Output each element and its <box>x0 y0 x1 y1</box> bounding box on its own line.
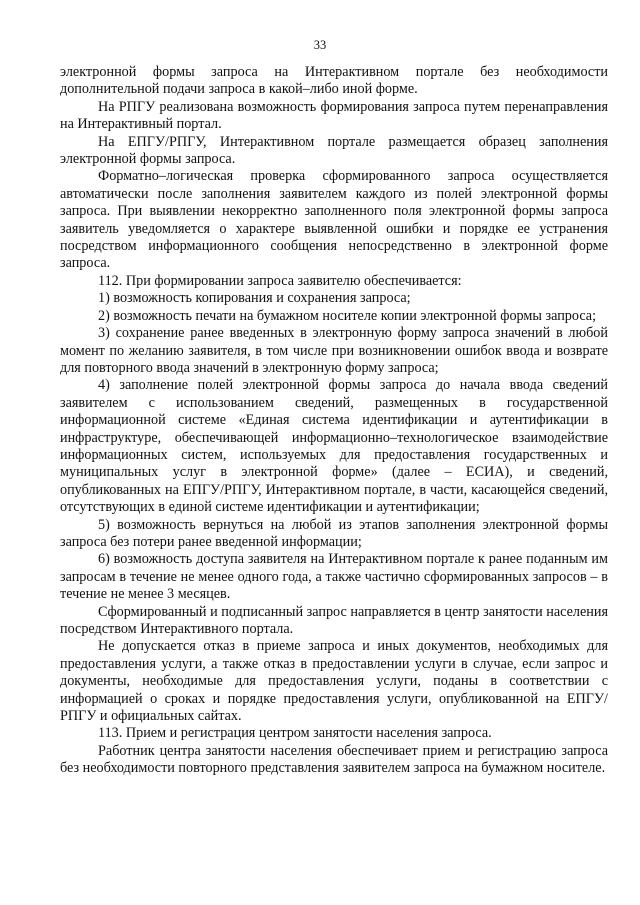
list-item-4: 4) заполнение полей электронной формы запроса до начала ввода сведений заявителем с использованием сведений, размещенных в государственной информационной системе «Единая система идентификации и аутентификации в инфраструктуре, обеспечивающей информационно–технологическое взаимодействие информационных систем, используемых для предоставления государственных и муниципальных услуг в электронной форме» (далее – ЕСИА), и сведений, опубликованных на ЕПГУ/РПГУ, Интерактивном портале, в части, касающейся сведений, отсутствующих в единой системе идентификации и аутентификации; <box>60 377 608 516</box>
paragraph-no-refusal: Не допускается отказ в приеме запроса и иных документов, необходимых для предоставления услуги, а также отказ в предоставлении услуги в случае, если запрос и документы, необходимые для предоставления услуги, поданы в соответствии с информацией о сроках и порядке предоставления услуги, опубликованной на ЕПГУ/РПГУ и официальных сайтах. <box>60 638 608 725</box>
paragraph-item-113: 113. Прием и регистрация центром занятости населения запроса. <box>98 725 492 742</box>
paragraph-submission: Сформированный и подписанный запрос направляется в центр занятости населения посредством Интерактивного портала. <box>60 603 608 637</box>
paragraph-rpgu-redirect: На РПГУ реализована возможность формирования запроса путем перенаправления на Интерактивный портал. <box>60 98 608 133</box>
paragraph-continuation: электронной формы запроса на Интерактивном портале без необходимости дополнительной подачи запроса в какой–либо иной форме. <box>60 64 608 98</box>
list-item-2: 2) возможность печати на бумажном носителе копии электронной формы запроса; <box>98 307 597 324</box>
list-item-5: 5) возможность вернуться на любой из этапов заполнения электронной формы запроса без потери ранее введенной информации; <box>60 516 608 550</box>
paragraph-registration: Работник центра занятости населения обеспечивает прием и регистрацию запроса без необходимости повторного представления заявителем запроса на бумажном носителе. <box>60 742 608 777</box>
paragraph-sample-form: На ЕПГУ/РПГУ, Интерактивном портале размещается образец заполнения электронной формы запроса. <box>60 133 608 168</box>
paragraph-item-112: 112. При формировании запроса заявителю обеспечивается: <box>98 272 462 289</box>
list-item-1: 1) возможность копирования и сохранения запроса; <box>98 290 411 307</box>
paragraph-format-check: Форматно–логическая проверка сформированного запроса осуществляется автоматически после заполнения заявителем каждого из полей электронной формы запроса. При выявлении некорректно заполненного поля электронной формы запроса заявитель уведомляется о характере выявленной ошибки и порядке ее устранения посредством информационного сообщения непосредственно в электронной форме запроса. <box>60 168 608 272</box>
document-body <box>60 64 608 778</box>
list-item-3: 3) сохранение ранее введенных в электронную форму запроса значений в любой момент по желанию заявителя, в том числе при возникновении ошибок ввода и возврате для повторного ввода значений в электронную форму запроса; <box>60 325 608 376</box>
list-item-6: 6) возможность доступа заявителя на Интерактивном портале к ранее поданным им запросам в течение не менее одного года, а также частично сформированных запросов – в течение не менее 3 месяцев. <box>60 551 608 603</box>
page-number: 33 <box>313 38 327 52</box>
